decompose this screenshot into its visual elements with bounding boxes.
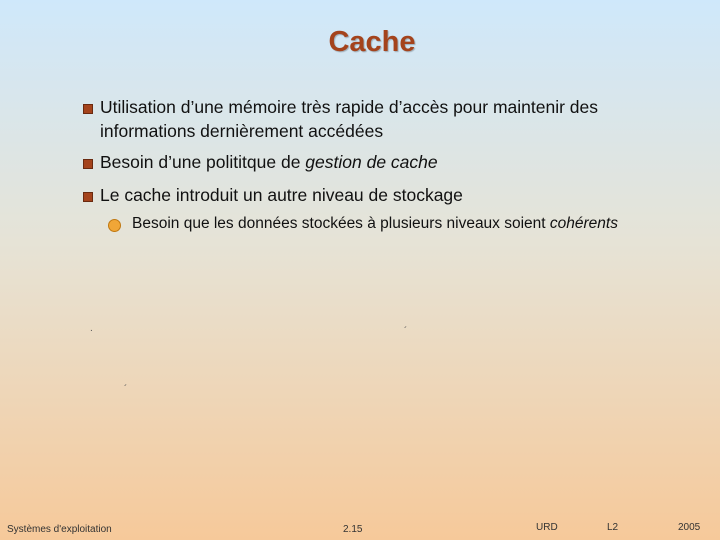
round-bullet-icon bbox=[108, 219, 121, 232]
bullet-1-text: Utilisation d’une mémoire très rapide d’accès pour maintenir des informations dernièrement accédées bbox=[100, 97, 599, 141]
bullet-2 bbox=[70, 150, 690, 174]
bullet-2-text-plain: Besoin d’une polititque de bbox=[100, 152, 306, 172]
footer-level: L2 bbox=[607, 522, 619, 533]
footer-org: URD bbox=[536, 522, 558, 533]
bullet-2-text-italic: gestion de cache bbox=[305, 152, 438, 172]
sub-bullet-1 bbox=[106, 213, 646, 235]
bullet-2-text bbox=[100, 150, 690, 174]
sub-bullet-1-text-plain: Besoin que les données stockées à plusieurs niveaux soient bbox=[132, 215, 550, 232]
sub-bullet-1-text-italic: cohérents bbox=[549, 215, 618, 232]
square-bullet-icon bbox=[83, 192, 93, 202]
stray-mark-1: . bbox=[90, 323, 93, 334]
bullet-3-text: Le cache introduit un autre niveau de stockage bbox=[100, 185, 463, 205]
sub-bullet-1-text bbox=[132, 213, 646, 235]
square-bullet-icon bbox=[83, 159, 93, 169]
slide-title: Cache bbox=[328, 26, 416, 58]
bullet-3 bbox=[70, 183, 690, 207]
bullet-1 bbox=[70, 95, 690, 143]
footer-page-number: 2.15 bbox=[343, 524, 363, 535]
footer-year: 2005 bbox=[678, 522, 701, 533]
stray-mark-3: ´ bbox=[124, 384, 128, 395]
footer-course: Systèmes d'exploitation bbox=[7, 524, 112, 535]
square-bullet-icon bbox=[83, 104, 93, 114]
stray-mark-2: ´ bbox=[404, 326, 408, 337]
